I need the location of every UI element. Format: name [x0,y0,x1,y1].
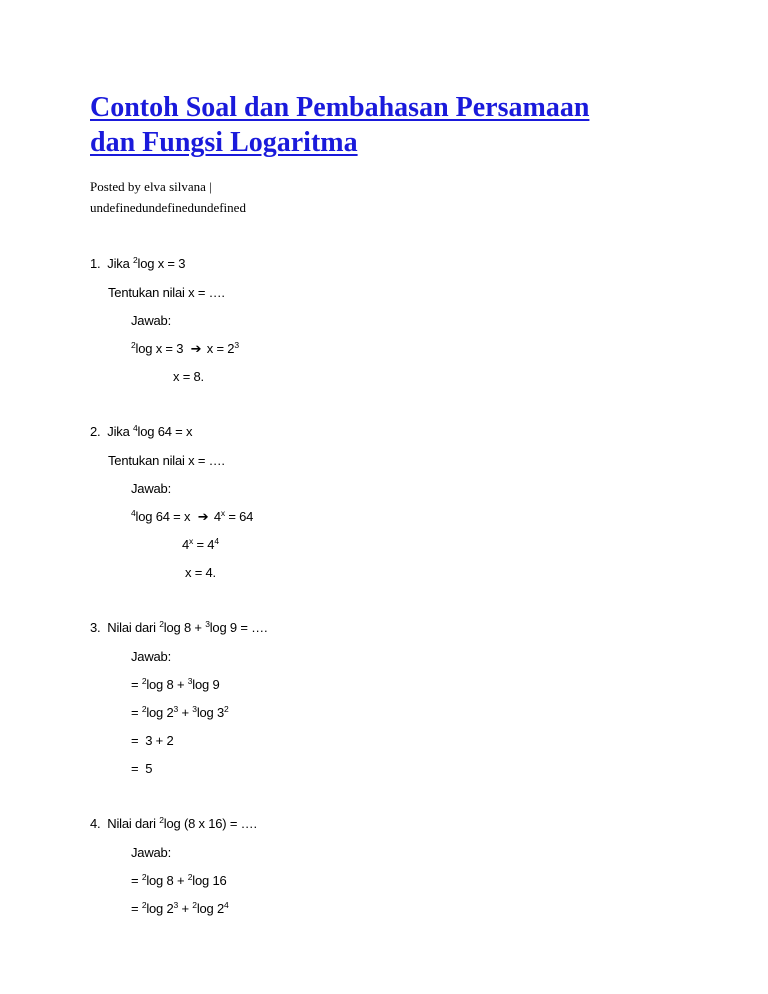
q2-answer-label: Jawab: [131,481,171,496]
arrow-right-icon: ➔ [197,510,209,525]
q3-statement: 3. Nilai dari $^2$log 8 + $^3$log 9 = …. [90,619,268,635]
q3-result: = 5 [131,761,153,776]
q1-answer-label: Jawab: [131,313,171,328]
q1-statement: 1. Jika $^2$log x = 3 [90,255,186,271]
arrow-right-icon: ➔ [190,342,202,357]
q4-answer-label: Jawab: [131,845,171,860]
q2-step-1: $^4$log 64 = x ➔ $4^x = 64$ [131,508,254,525]
q2-result: x = 4. [185,565,216,580]
q4-step-1: = $^2$log 8 + $^2$log 16 [131,872,227,888]
q1-step-1: $^2$log x = 3 ➔ $x = 2^3$ [131,340,239,357]
q2-statement: 2. Jika $^4$log 64 = x [90,423,193,439]
q2-prompt: Tentukan nilai x = …. [108,453,225,468]
q3-step-3: = 3 + 2 [131,733,174,748]
post-title [90,90,690,160]
q2-step-2: $4^x = 4^4$ [182,536,219,552]
q4-statement: 4. Nilai dari $^2$log (8 x 16) = …. [90,815,257,831]
q3-answer-label: Jawab: [131,649,171,664]
q1-result: x = 8. [173,369,204,384]
q1-prompt: Tentukan nilai x = …. [108,285,225,300]
q4-step-2: = $^2$log $2^3 + ^2\log$ $2^4$ [131,900,229,916]
post-labels-line: undefinedundefinedundefined [90,200,246,215]
post-title-link[interactable]: Contoh Soal dan Pembahasan Persamaan dan Fungsi Logaritma [90,92,590,158]
q3-step-2: = $^2$log $2^3 + ^3\log$ $3^2$ [131,704,229,720]
q3-step-1: = $^2$log 8 + $^3$log 9 [131,676,220,692]
post-author-line: Posted by elva silvana | [90,179,212,194]
post-meta [90,176,490,218]
